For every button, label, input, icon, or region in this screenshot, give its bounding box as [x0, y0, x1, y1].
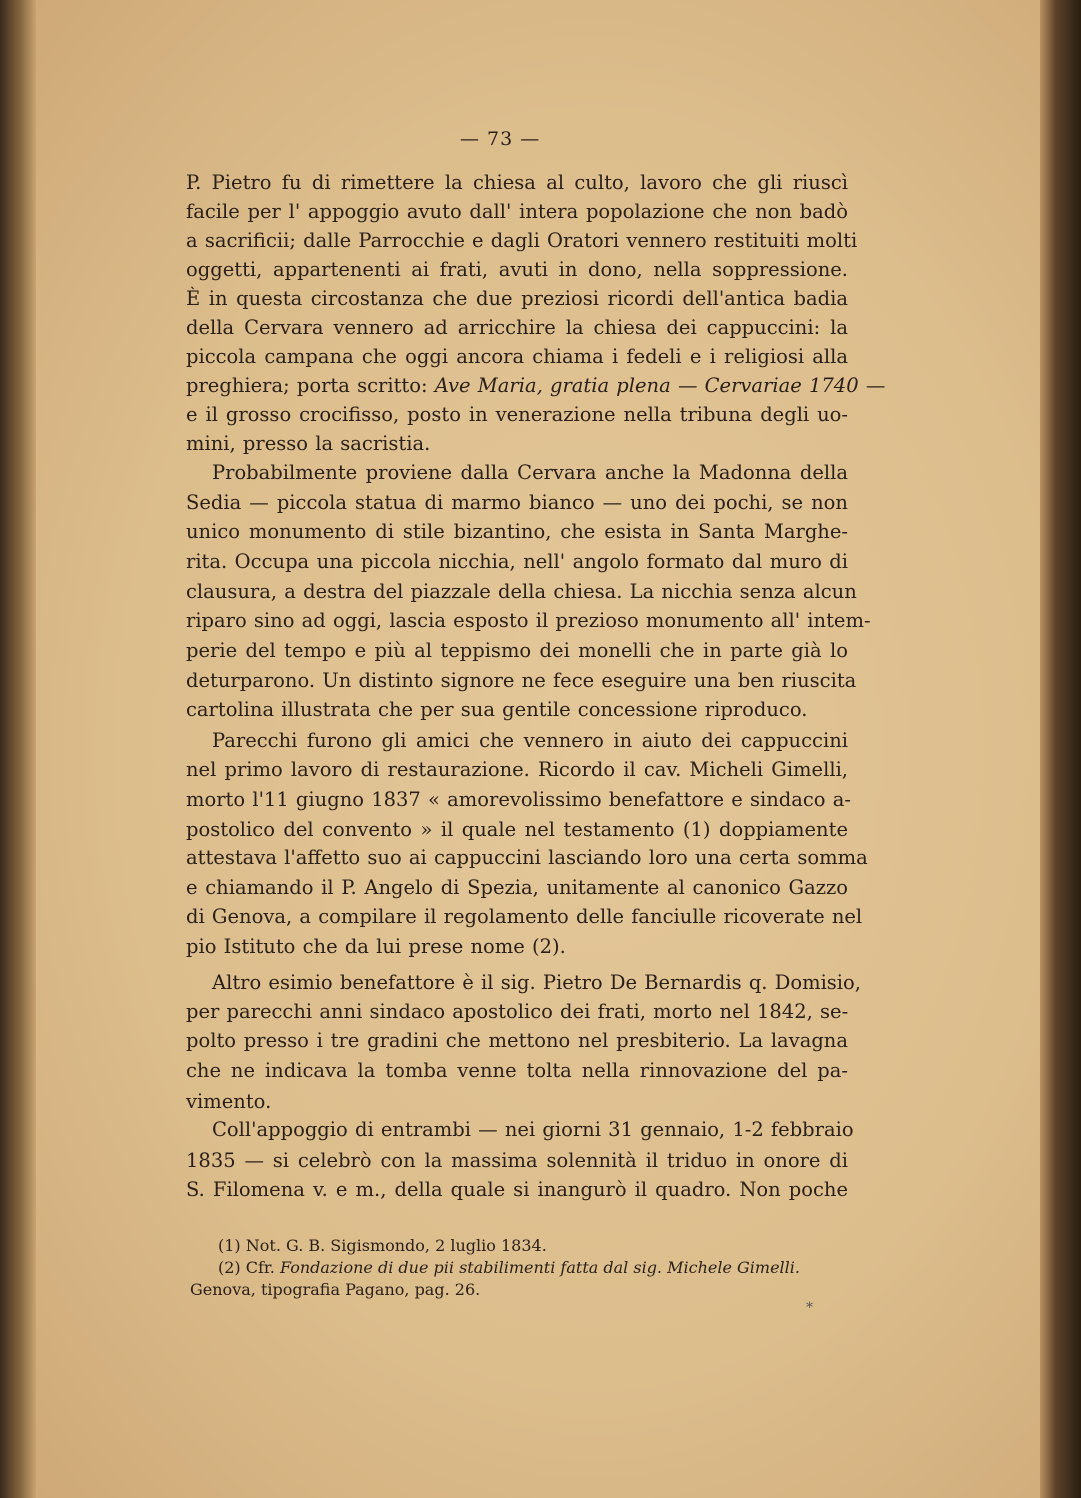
text-segment: Probabilmente proviene dalla Cervara anche la Madonna della	[212, 461, 848, 484]
text-line	[186, 758, 848, 782]
text-segment: piccola campana che oggi ancora chiama i fedeli e i religiosi alla	[186, 345, 848, 368]
text-segment: Sedia — piccola statua di marmo bianco — uno dei pochi, se non	[186, 491, 848, 514]
text-segment: morto l'11 giugno 1837 « amorevolissimo benefattore e sindaco a-	[186, 788, 851, 811]
text-line	[186, 491, 848, 515]
text-line	[186, 1178, 848, 1202]
text-segment: pio Istituto che da lui prese nome (2).	[186, 935, 566, 958]
text-line	[186, 669, 857, 693]
text-line	[186, 935, 848, 959]
text-line	[186, 229, 858, 253]
text-segment: (2) Cfr.	[218, 1258, 280, 1277]
text-segment: 1835 — si celebrò con la massima solennità il triduo in onore di	[186, 1149, 848, 1172]
text-line	[186, 258, 848, 282]
text-line	[212, 729, 848, 753]
text-segment: Coll'appoggio di entrambi — nei giorni 31 gennaio, 1-2 febbraio	[212, 1118, 854, 1141]
text-line	[212, 461, 848, 485]
text-line	[186, 905, 863, 929]
text-segment: Parecchi furono gli amici che vennero in aiuto dei cappuccini	[212, 729, 848, 752]
text-segment: rita. Occupa una piccola nicchia, nell' angolo formato dal muro di	[186, 550, 848, 573]
text-segment: nel primo lavoro di restaurazione. Ricordo il cav. Micheli Gimelli,	[186, 758, 848, 781]
text-segment: deturparono. Un distinto signore ne fece eseguire una ben riuscita	[186, 669, 857, 692]
book-binding	[0, 0, 36, 1498]
text-line	[186, 1029, 848, 1053]
text-segment: e chiamando il P. Angelo di Spezia, unitamente al canonico Gazzo	[186, 876, 848, 899]
text-segment: —	[858, 374, 886, 397]
text-segment: e il grosso crocifisso, posto in venerazione nella tribuna degli uo-	[186, 403, 848, 426]
text-segment: P. Pietro fu di rimettere la chiesa al culto, lavoro che gli riuscì	[186, 171, 848, 194]
text-line	[186, 1059, 848, 1083]
text-line	[186, 1000, 848, 1024]
text-segment: facile per l' appoggio avuto dall' intera popolazione che non badò	[186, 200, 848, 223]
text-line	[212, 1118, 854, 1142]
text-line	[186, 788, 851, 812]
text-segment: vimento.	[186, 1090, 272, 1113]
text-line	[186, 520, 848, 544]
footnote-line	[190, 1280, 480, 1300]
italic-text: Fondazione di due pii stabilimenti fatta dal sig. Michele Gimelli.	[279, 1258, 800, 1277]
text-segment: mini, presso la sacristia.	[186, 432, 431, 455]
text-segment: riparo sino ad oggi, lascia esposto il prezioso monumento all' intem-	[186, 609, 871, 632]
text-line	[186, 374, 886, 398]
text-segment: della Cervara vennero ad arricchire la chiesa dei cappuccini: la	[186, 316, 848, 339]
text-segment: Genova, tipografia Pagano, pag. 26.	[190, 1280, 481, 1299]
text-segment: Altro esimio benefattore è il sig. Pietro De Bernardis q. Domisio,	[212, 971, 861, 994]
text-line	[186, 818, 848, 842]
text-segment: clausura, a destra del piazzale della chiesa. La nicchia senza alcun	[186, 580, 857, 603]
text-segment: unico monumento di stile bizantino, che esista in Santa Marghe-	[186, 520, 848, 543]
text-line	[186, 200, 848, 224]
text-segment: oggetti, appartenenti ai frati, avuti in dono, nella soppressione.	[186, 258, 848, 281]
text-segment: attestava l'affetto suo ai cappuccini lasciando loro una certa somma	[186, 846, 868, 869]
text-line	[186, 698, 848, 722]
text-segment: che ne indicava la tomba venne tolta nella rinnovazione del pa-	[186, 1059, 848, 1082]
text-line	[186, 432, 848, 456]
page-edge	[1040, 0, 1081, 1498]
text-segment: polto presso i tre gradini che mettono nel presbiterio. La lavagna	[186, 1029, 848, 1052]
italic-text: Ave Maria, gratia plena — Cervariae 1740	[434, 374, 859, 397]
text-segment: (1) Not. G. B. Sigismondo, 2 luglio 1834.	[218, 1236, 547, 1255]
text-segment: postolico del convento » il quale nel testamento (1) doppiamente	[186, 818, 848, 841]
text-segment: È in questa circostanza che due preziosi ricordi dell'antica badia	[186, 287, 848, 310]
text-line	[186, 1090, 848, 1114]
text-line	[186, 846, 868, 870]
text-segment: preghiera; porta scritto:	[186, 374, 435, 397]
text-line	[186, 1149, 848, 1173]
text-line	[186, 550, 848, 574]
text-line	[186, 609, 871, 633]
text-line	[186, 345, 848, 369]
text-line	[186, 287, 848, 311]
text-segment: S. Filomena v. e m., della quale si inangurò il quadro. Non poche	[186, 1178, 848, 1201]
text-segment: di Genova, a compilare il regolamento delle fanciulle ricoverate nel	[186, 905, 863, 928]
text-line	[186, 580, 857, 604]
footnote-line	[218, 1258, 800, 1278]
text-segment: a sacrificii; dalle Parrocchie e dagli Oratori vennero restituiti molti	[186, 229, 858, 252]
text-line	[186, 171, 848, 195]
text-line	[186, 639, 848, 663]
text-line	[186, 403, 848, 427]
text-line	[186, 876, 848, 900]
footnote-line	[218, 1236, 547, 1256]
text-segment: perie del tempo e più al teppismo dei monelli che in parte già lo	[186, 639, 848, 662]
text-line	[186, 316, 848, 340]
signature-mark: *	[806, 1300, 813, 1316]
text-line	[212, 971, 861, 995]
text-segment: per parecchi anni sindaco apostolico dei frati, morto nel 1842, se-	[186, 1000, 849, 1023]
page-number: — 73 —	[460, 128, 541, 150]
text-segment: cartolina illustrata che per sua gentile concessione riproduco.	[186, 698, 808, 721]
